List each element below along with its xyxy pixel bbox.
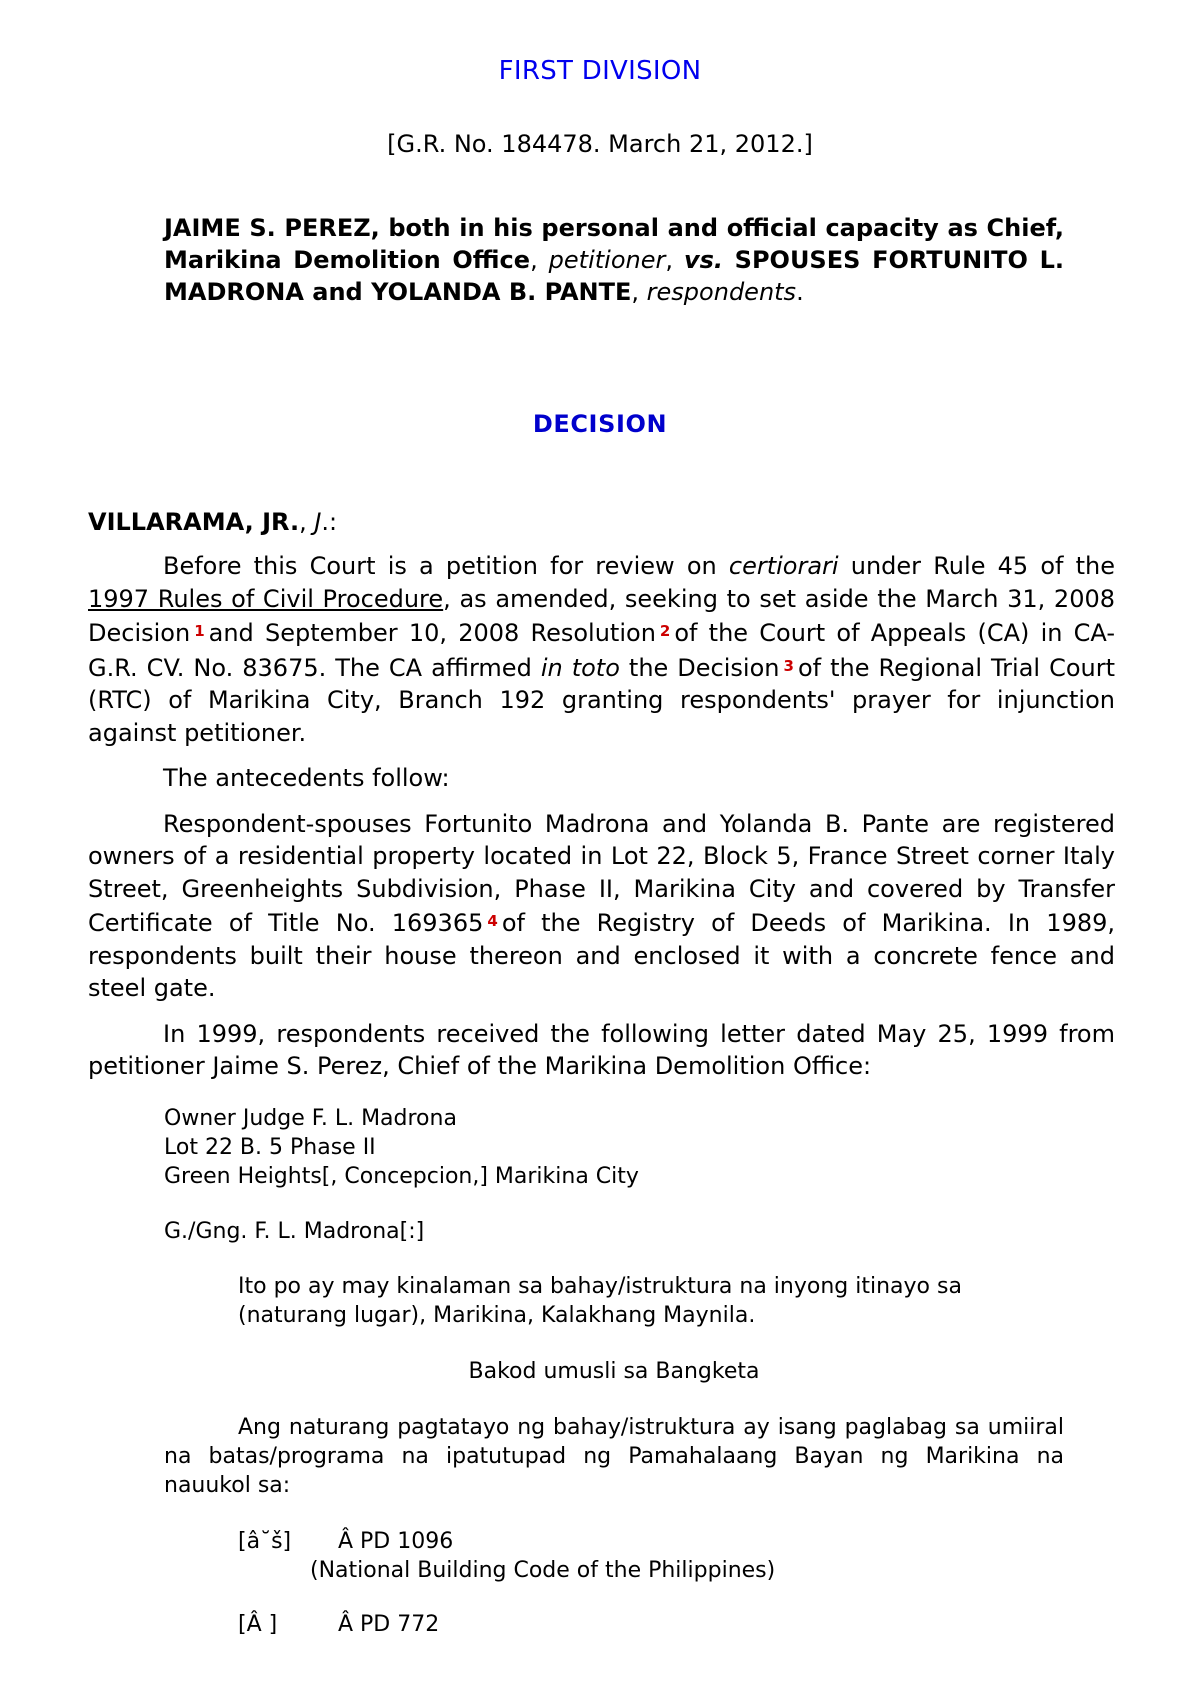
text: , as amended, seeking to set aside the March 31, 2008 Decision <box>88 584 1116 647</box>
division-heading: FIRST DIVISION <box>498 56 702 86</box>
footnote-1[interactable]: 1 <box>194 622 205 640</box>
footnote-3[interactable]: 3 <box>783 656 794 675</box>
text: of the Regional Trial Court (RTC) of Marikina City, Branch 192 granting respondents' prayer for injunction against petitioner. <box>88 653 1116 747</box>
text: and September 10, 2008 Resolution <box>208 619 656 647</box>
caption-separator: , <box>530 246 549 274</box>
petitioner-name: JAIME S. PEREZ, both in his personal and official capacity as Chief, Marikina Demolition Office <box>164 214 1064 274</box>
checkbox-marker: [Â ] <box>238 1612 278 1637</box>
case-number: [G.R. No. 184478. March 21, 2012.] <box>387 130 813 158</box>
italic-term: certiorari <box>728 552 839 580</box>
text: under Rule 45 of the <box>838 552 1116 580</box>
checklist-item <box>238 1527 938 1585</box>
versus: vs. <box>683 246 723 274</box>
address-line: Owner Judge F. L. Madrona <box>164 1106 457 1131</box>
text: Respondent-spouses Fortunito Madrona and Yolanda B. Pante are registered owners of a residential property located in Lot 22, Block 5, France Street corner Italy Street, Greenheights Subdivision, Phase II, Marikina City and covered by Transfer Certificate of Title No. 169365 <box>88 809 1115 937</box>
paragraph-1 <box>88 550 1115 749</box>
text: of the Court of Appeals (CA) in CA-G.R. CV. No. 83675. The CA affirmed <box>88 619 1115 682</box>
ponente-end: .: <box>321 508 338 536</box>
paragraph-4: In 1999, respondents received the following letter dated May 25, 1999 from petitioner Jaime S. Perez, Chief of the Marikina Demolition Office: <box>88 1019 1115 1080</box>
letter-paragraph-2: Ang naturang pagtatayo ng bahay/istruktura ay isang paglabag sa umiiral na batas/programa na ipatutupad ng Pamahalaang Bayan ng Marikina na nauukol sa: <box>164 1415 1064 1498</box>
petitioner-role: petitioner <box>548 246 666 274</box>
ponente-separator: , <box>299 508 315 536</box>
footnote-2[interactable]: 2 <box>659 622 671 640</box>
checklist-item <box>238 1610 938 1639</box>
case-caption <box>164 212 1064 308</box>
italic-term: in toto <box>540 653 620 682</box>
text: the Decision <box>619 653 780 682</box>
item-label: Â PD 1096 <box>338 1529 454 1554</box>
decision-title: DECISION <box>532 410 668 438</box>
ponente-name: VILLARAMA, JR. <box>88 508 300 536</box>
respondents-role: respondents <box>646 278 797 306</box>
letter-subject: Bakod umusli sa Bangketa <box>468 1359 760 1384</box>
paragraph-3 <box>88 808 1115 1005</box>
ponente-line <box>88 508 337 536</box>
text: Before this Court is a petition for review on <box>163 552 729 580</box>
address-line: Lot 22 B. 5 Phase II <box>164 1135 376 1160</box>
caption-separator: , <box>665 246 684 274</box>
item-label: Â PD 772 <box>338 1612 440 1637</box>
letter-salutation: G./Gng. F. L. Madrona[:] <box>164 1219 425 1244</box>
paragraph-2: The antecedents follow: <box>163 764 450 792</box>
respondents-name: SPOUSES FORTUNITO L. MADRONA and YOLANDA B. PANTE <box>164 246 1065 306</box>
caption-separator: , <box>631 278 647 306</box>
letter-paragraph-1: Ito po ay may kinalaman sa bahay/istruktura na inyong itinayo sa (naturang lugar), Marikina, Kalakhang Maynila. <box>238 1274 962 1328</box>
footnote-4[interactable]: 4 <box>487 912 498 930</box>
letter-address <box>164 1104 1064 1191</box>
rules-link[interactable]: 1997 Rules of Civil Procedure <box>88 584 444 613</box>
ponente-title: J <box>314 508 322 536</box>
checkbox-marker: [â˘š] <box>238 1529 292 1554</box>
address-line: Green Heights[, Concepcion,] Marikina City <box>164 1164 639 1189</box>
text: of the Registry of Deeds of Marikina. In 1989, respondents built their house thereon and enclosed it with a concrete fence and steel gate. <box>88 909 1115 1002</box>
decision-body <box>88 550 1115 1096</box>
caption-end: . <box>796 278 804 306</box>
item-description: (National Building Code of the Philippines) <box>310 1558 776 1583</box>
